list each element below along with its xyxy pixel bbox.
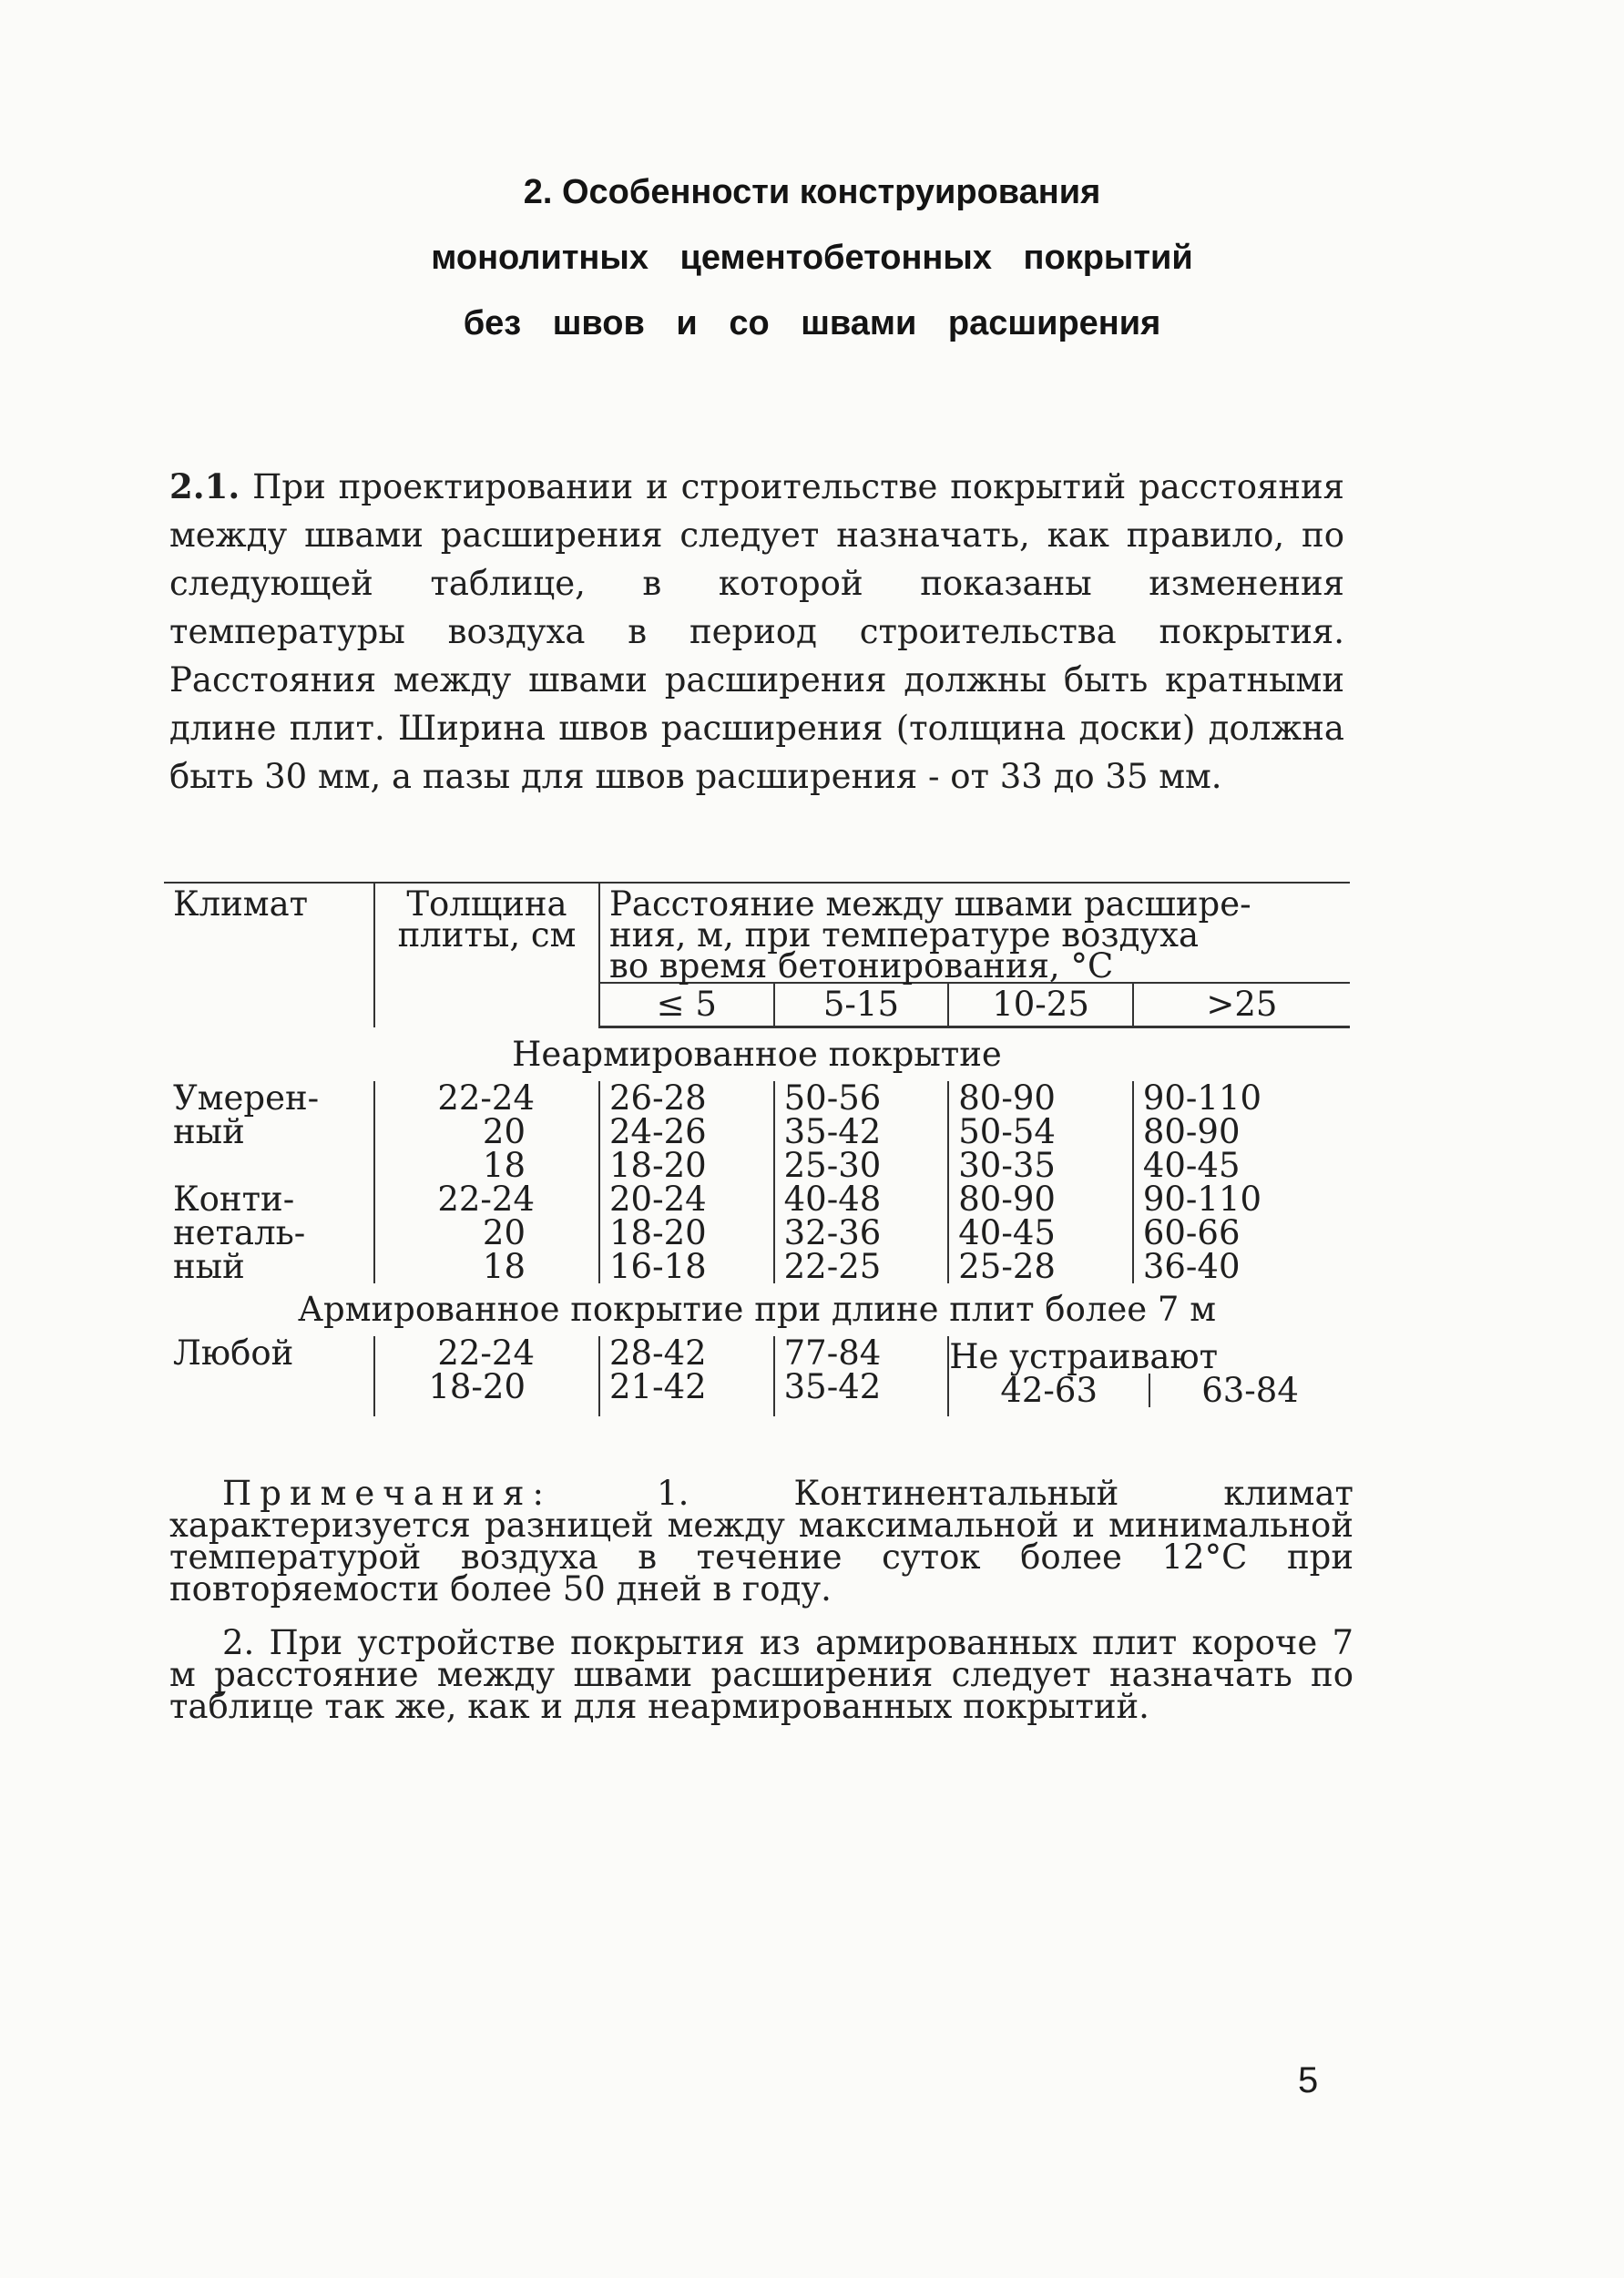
- thickness-value: 20: [482, 1213, 526, 1252]
- cell-value: 20-24: [609, 1180, 707, 1219]
- section-title: Армированное покрытие при длине плит более 7 м: [297, 1290, 1216, 1329]
- header-distance-line-2: ния, м, при температуре воздуха: [609, 915, 1200, 955]
- header-temp-1: ≤ 5: [599, 983, 774, 1027]
- header-distance-line-1: Расстояние между швами расшире-: [609, 884, 1251, 924]
- cell-value: 50-54: [958, 1112, 1056, 1151]
- cell-value: 32-36: [783, 1213, 882, 1252]
- value-cell: [1133, 1078, 1350, 1185]
- thickness-value: 22-24: [437, 1078, 535, 1118]
- header-distance: [599, 883, 1350, 986]
- cell-value: 24-26: [609, 1112, 707, 1151]
- paragraph-number: 2.1.: [169, 466, 240, 506]
- cell-value: 35-42: [783, 1367, 882, 1406]
- cell-value: 25-28: [958, 1247, 1056, 1286]
- merged-cell: [948, 1336, 1350, 1416]
- climate-line: ный: [173, 1112, 245, 1151]
- cell-value: 80-90: [958, 1180, 1056, 1219]
- thickness-value: 22-24: [437, 1180, 535, 1219]
- cell-value: 50-56: [783, 1078, 882, 1118]
- section-title: Неармированное покрытие: [512, 1035, 1002, 1074]
- notes-label: Примечания:: [222, 1474, 552, 1513]
- cell-value: 21-42: [609, 1367, 707, 1406]
- thickness-value: 18: [482, 1146, 526, 1185]
- value-cell: [948, 1180, 1133, 1286]
- note-1-text: 1. Континентальный климат характеризуется разницей между максимальной и минимальной температурой воздуха в течение суток более 12°С при повторяемости более 50 дней в году.: [169, 1474, 1353, 1609]
- header-thickness: [374, 883, 599, 1027]
- thickness-value: 22-24: [437, 1333, 535, 1373]
- cell-value: 18-20: [609, 1213, 707, 1252]
- note-2: 2. При устройстве покрытия из армированных плит короче 7 м расстояние между швами расширения следует назначать по таблице так же, как и для неармированных покрытий.: [169, 1623, 1353, 1726]
- table-row: [164, 1336, 1350, 1416]
- section-heading: [0, 159, 1624, 356]
- value-cell: [774, 1078, 949, 1185]
- value-cell: [599, 1078, 774, 1185]
- climate-line: ный: [173, 1247, 245, 1286]
- cell-value: 90-110: [1142, 1078, 1262, 1118]
- value-cell: [599, 1333, 774, 1416]
- notes: [169, 1474, 1353, 1744]
- value-cell: [599, 1180, 774, 1286]
- section-row-reinforced: [164, 1283, 1350, 1336]
- cell-value: 40-48: [783, 1180, 882, 1219]
- header-distance-line-3: во время бетонирования, °С: [609, 946, 1114, 986]
- table-row: [164, 1182, 1350, 1283]
- climate-line: Умерен-: [173, 1078, 320, 1118]
- thickness-cell: [374, 1180, 599, 1286]
- cell-value: 35-42: [783, 1112, 882, 1151]
- expansion-joint-table: [164, 882, 1350, 1416]
- header-temp-2: 5-15: [774, 983, 949, 1027]
- cell-value: 80-90: [958, 1078, 1056, 1118]
- heading-line-3: без швов и со швами расширения: [463, 304, 1161, 342]
- climate-line: неталь-: [173, 1213, 306, 1252]
- cell-value: 40-45: [1142, 1146, 1241, 1185]
- merged-header: Не устраивают: [949, 1337, 1219, 1376]
- header-thickness-line-1: Толщина: [406, 884, 567, 924]
- paragraph-text: При проектировании и строительстве покрытий расстояния между швами расширения следует назначать, как правило, по следующей таблице, в которой показаны изменения температуры воздуха в период строительства покрытия. Расстояния между швами расширения должны быть кратными длине плит. Ширина швов расширения (толщина доски) должна быть 30 мм, а пазы для швов расширения - от 33 до 35 мм.: [169, 467, 1345, 796]
- climate-line: Конти-: [173, 1180, 295, 1219]
- heading-line-2: монолитных цементобетонных покрытий: [431, 239, 1193, 277]
- value-cell: [1133, 1180, 1350, 1286]
- table-row: [164, 1081, 1350, 1182]
- table-header-row: [164, 883, 1350, 983]
- cell-value: 26-28: [609, 1078, 707, 1118]
- thickness-value: 20: [482, 1112, 526, 1151]
- section-row-unreinforced: [164, 1027, 1350, 1082]
- cell-value: 40-45: [958, 1213, 1056, 1252]
- thickness-cell: [374, 1333, 599, 1416]
- header-temp-4: >25: [1133, 983, 1350, 1027]
- value-cell: [774, 1333, 949, 1416]
- thickness-value: 18-20: [428, 1367, 526, 1406]
- cell-value: 16-18: [609, 1247, 707, 1286]
- cell-value: 22-25: [783, 1247, 882, 1286]
- heading-line-1: 2. Особенности конструирования: [523, 173, 1101, 211]
- cell-value: 28-42: [609, 1333, 707, 1373]
- cell-value: 90-110: [1142, 1180, 1262, 1219]
- cell-value: 36-40: [1142, 1247, 1241, 1286]
- header-thickness-line-2: плиты, см: [397, 915, 577, 955]
- thickness-value: 18: [482, 1247, 526, 1286]
- page-number: 5: [1298, 2060, 1319, 2100]
- cell-value: 60-66: [1142, 1213, 1241, 1252]
- header-temp-3: 10-25: [948, 983, 1133, 1027]
- cell-value: 42-63: [1000, 1371, 1098, 1410]
- cell-value: 30-35: [958, 1146, 1056, 1185]
- cell-value: 77-84: [783, 1333, 882, 1373]
- climate-cell: [164, 1333, 374, 1416]
- cell-value: 80-90: [1142, 1112, 1241, 1151]
- climate-line: Любой: [173, 1333, 294, 1373]
- climate-cell: [164, 1180, 374, 1286]
- cell-value: 63-84: [1149, 1374, 1350, 1407]
- note-1: [169, 1474, 1353, 1609]
- value-cell: [948, 1078, 1133, 1185]
- paragraph-2-1: [169, 463, 1344, 801]
- cell-value: 25-30: [783, 1146, 882, 1185]
- value-cell: [774, 1180, 949, 1286]
- cell-value: 18-20: [609, 1146, 707, 1185]
- header-climate: Климат: [164, 883, 374, 1027]
- climate-cell: [164, 1078, 374, 1182]
- thickness-cell: [374, 1078, 599, 1185]
